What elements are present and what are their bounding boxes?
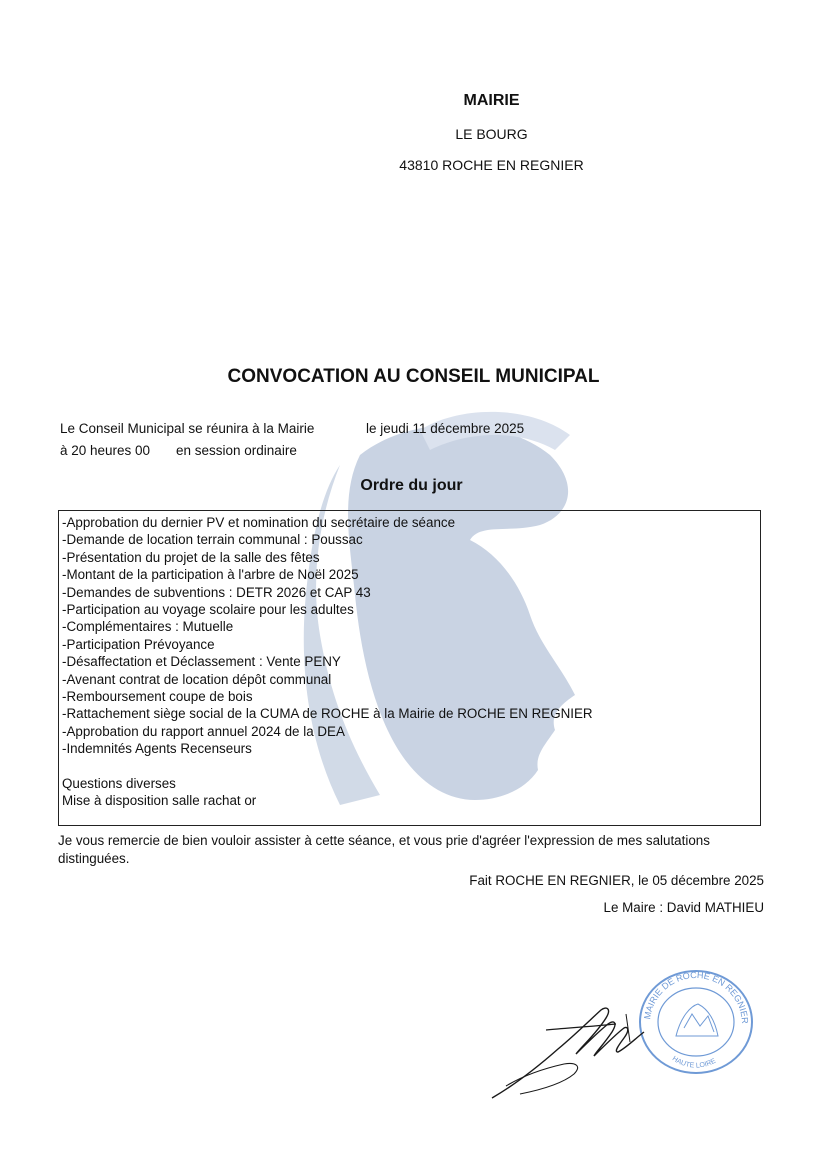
- agenda-item: -Rattachement siège social de la CUMA de ROCHE à la Mairie de ROCHE EN REGNIER: [62, 706, 593, 722]
- agenda-title: [0, 477, 827, 495]
- agenda-item: -Demande de location terrain communal : Poussac: [62, 532, 363, 548]
- stamp-text-top: MAIRIE DE ROCHE EN REGNIER: [642, 969, 751, 1025]
- agenda-item: -Participation au voyage scolaire pour les adultes: [62, 602, 354, 618]
- agenda-item: -Participation Prévoyance: [62, 636, 215, 652]
- agenda-item: -Présentation du projet de la salle des fêtes: [62, 549, 320, 565]
- document-title: CONVOCATION AU CONSEIL MUNICIPAL: [227, 366, 600, 387]
- agenda-list: [62, 514, 757, 758]
- place-date: Fait ROCHE EN REGNIER, le 05 décembre 2025: [469, 873, 764, 888]
- signatory: Le Maire : David MATHIEU: [603, 900, 764, 915]
- mairie-title: MAIRIE: [463, 92, 520, 109]
- address-line-1: LE BOURG: [455, 126, 528, 142]
- agenda-item: -Montant de la participation à l'arbre de Noël 2025: [62, 567, 359, 583]
- agenda-item: -Demandes de subventions : DETR 2026 et CAP 43: [62, 584, 371, 600]
- agenda-item: -Approbation du rapport annuel 2024 de la DEA: [62, 723, 345, 739]
- agenda-item: -Approbation du dernier PV et nomination du secrétaire de séance: [62, 515, 456, 530]
- closing-text: Je vous remercie de bien vouloir assister à cette séance, et vous prie d'agréer l'expression de mes salutations distinguées.: [58, 833, 710, 866]
- agenda-item: -Complémentaires : Mutuelle: [62, 619, 234, 635]
- meeting-session: en session ordinaire: [176, 443, 297, 458]
- meeting-time: à 20 heures 00: [60, 443, 151, 458]
- agenda-item: -Remboursement coupe de bois: [62, 689, 253, 705]
- agenda-item: -Indemnités Agents Recenseurs: [62, 741, 252, 757]
- questions-diverses: [62, 775, 757, 810]
- agenda-item: -Désaffectation et Déclassement : Vente PENY: [62, 654, 341, 670]
- agenda-box: [58, 510, 761, 826]
- questions-label: Questions diverses: [62, 775, 176, 791]
- agenda-title-text: Ordre du jour: [360, 477, 463, 494]
- stamp-text-bottom: HAUTE LOIRE: [670, 1055, 718, 1070]
- meeting-date: le jeudi 11 décembre 2025: [366, 421, 525, 436]
- address-line-2: 43810 ROCHE EN REGNIER: [399, 157, 584, 173]
- meeting-location: Le Conseil Municipal se réunira à la Mairie: [60, 421, 315, 436]
- signature-icon: [486, 994, 666, 1104]
- questions-item: Mise à disposition salle rachat or: [62, 793, 257, 809]
- agenda-item: -Avenant contrat de location dépôt communal: [62, 671, 332, 687]
